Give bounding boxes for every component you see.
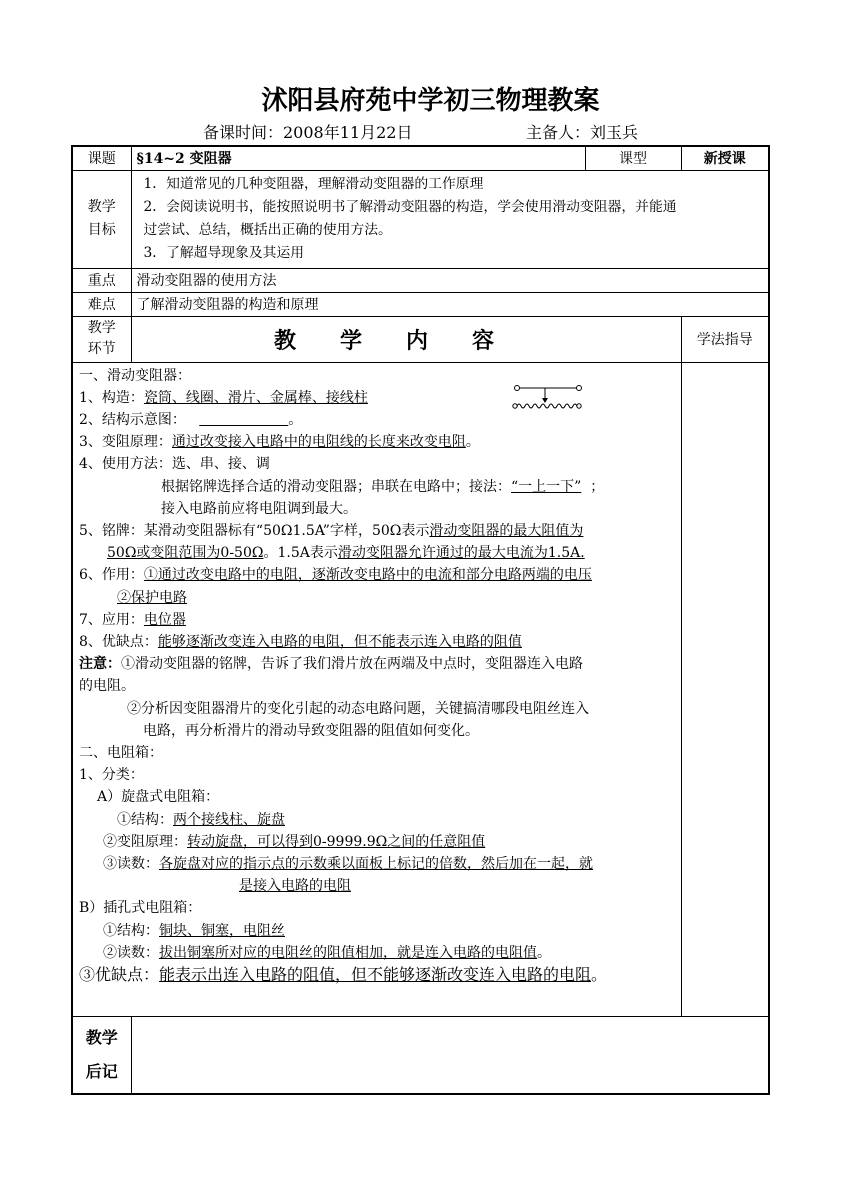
line-4c: 接入电路前应将电阻调到最大。: [161, 500, 357, 517]
prep-time: 备课时间：2008年11月22日: [203, 123, 413, 142]
goal-1: 1．知道常见的几种变阻器，理解滑动变阻器的工作原理: [143, 176, 484, 193]
ca3c: 是接入电路的电阻: [239, 878, 351, 895]
note-2b: 电路，再分析滑片的滑动导致变阻器的阻值如何变化。: [143, 722, 479, 739]
cat-line: 1、分类：: [79, 767, 144, 784]
ca2a: ②变阻原理：: [103, 833, 187, 850]
cb2c: 。: [537, 944, 551, 961]
ca3a: ③读数：: [103, 855, 159, 872]
section-2: 二、电阻箱：: [79, 744, 163, 761]
ca3b: 各旋盘对应的指示点的示数乘以面板上标记的倍数，然后加在一起，就: [159, 855, 593, 872]
content-label: 教学内容: [131, 316, 681, 362]
goals-cell: [131, 170, 769, 268]
guide-label: 学法指导: [681, 316, 769, 362]
topic-label: 课题: [72, 146, 131, 170]
n1b: ①滑动变阻器的铭牌，告诉了我们滑片放在两端及中点时，变阻器连入电路: [121, 656, 583, 673]
note-1b: 的电阻。: [79, 678, 135, 695]
diff-value: 了解滑动变阻器的构造和原理: [131, 292, 769, 316]
line-2: [79, 409, 675, 431]
l2c: 。: [288, 411, 303, 428]
l6a: 6、作用：: [79, 567, 144, 584]
type-b: B）插孔式电阻箱：: [79, 900, 202, 917]
goal-2b: 过尝试、总结，概括出正确的使用方法。: [143, 222, 392, 238]
l1a: 1、构造：: [79, 389, 144, 406]
line-5b: [79, 542, 675, 564]
l8b: 能够逐渐改变连入电路的电阻，但不能表示连入电路的阻值: [157, 633, 522, 650]
line-4: 4、使用方法：选、串、接、调: [79, 456, 270, 473]
type-b-3: [79, 964, 675, 986]
line-6b: [79, 587, 675, 609]
l3b: 通过改变接入电路中的电阻线的长度来改变电阻: [171, 434, 466, 451]
key-value: 滑动变阻器的使用方法: [131, 268, 769, 292]
cb3c: 。: [591, 964, 608, 984]
cb2a: ②读数：: [103, 944, 159, 961]
l2b: [199, 412, 288, 428]
l6b: ①通过改变电路中的电阻，逐渐改变电路中的电流和部分电路两端的电压: [143, 567, 592, 584]
postscript-label-1: 教学: [85, 1027, 118, 1047]
l6c: ②保护电路: [117, 589, 187, 606]
l2a: 2、结构示意图：: [79, 411, 186, 428]
cb1a: ①结构：: [103, 922, 159, 939]
line-8: [79, 631, 675, 653]
cb1b: 铜块、铜塞，电阻丝: [159, 922, 285, 939]
note-2: ②分析因变阻器滑片的变化引起的动态电路问题，关键搞清哪段电阻丝连入: [127, 700, 589, 717]
l5d: 。1.5A表示: [263, 545, 338, 562]
line-7: [79, 609, 675, 631]
type-a-3: [79, 853, 675, 875]
ca2b: 转动旋盘，可以得到0-9999.9Ω之间的任意阻值: [187, 833, 486, 850]
line-4b: [79, 476, 675, 498]
ca1b: 两个接线柱、旋盘: [173, 811, 285, 828]
preparer: 主备人：刘玉兵: [526, 123, 639, 142]
goal-label-text: 教学目标: [87, 199, 116, 238]
step-label: [72, 316, 131, 362]
l5e: 滑动变阻器允许通过的最大电流为1.5A.: [337, 545, 585, 562]
goal-label: [72, 170, 131, 268]
type-b-1: [79, 920, 675, 942]
line-5: [79, 520, 675, 542]
l3a: 3、变阻原理：: [79, 434, 172, 451]
l4b3: ；: [590, 478, 605, 495]
postscript-label: [72, 1016, 131, 1094]
page-title: 沭阳县府苑中学初三物理教案: [261, 86, 600, 116]
line-3: [79, 431, 675, 453]
l5c: 50Ω或变阻范围为0-50Ω: [107, 545, 264, 562]
l3c: 。: [465, 434, 480, 451]
note-1: [79, 653, 675, 675]
l8a: 8、优缺点：: [79, 633, 158, 650]
step-label-text: 教学环节: [87, 320, 116, 357]
cb3a: ③优缺点：: [79, 964, 160, 984]
type-value: 新授课: [681, 146, 769, 170]
key-label: 重点: [72, 268, 131, 292]
rheostat-symbol-icon: [505, 380, 585, 412]
type-a: A）旋盘式电阻箱：: [97, 789, 220, 806]
l4b1: 根据铭牌选择合适的滑动变阻器；串联在电路中；接法：: [161, 478, 511, 495]
cb3b: 能表示出连入电路的阻值，但不能够逐渐改变连入电路的电阻: [159, 964, 592, 984]
content-cell: [72, 362, 681, 1016]
l5b: 滑动变阻器的最大阻值为: [429, 522, 584, 539]
postscript-label-2: 后记: [85, 1061, 118, 1081]
line-6: [79, 564, 675, 586]
type-a-2: [79, 831, 675, 853]
l7a: 7、应用：: [79, 611, 144, 628]
n1a: 注意：: [79, 656, 121, 673]
l1b: 瓷筒、线圈、滑片、金属棒、接线柱: [143, 389, 368, 406]
postscript-cell: [131, 1016, 769, 1094]
line-1: [79, 387, 675, 409]
l5a: 5、铭牌：某滑动变阻器标有“50Ω1.5A”字样，50Ω表示: [79, 522, 430, 539]
diff-label: 难点: [72, 292, 131, 316]
type-a-3b: [79, 875, 675, 897]
section-1: 一、滑动变阻器：: [79, 367, 191, 384]
type-a-1: [79, 809, 675, 831]
goal-3: 3．了解超导现象及其运用: [143, 244, 305, 261]
l4b2: “一上一下”: [511, 478, 582, 495]
goal-2: 2．会阅读说明书，能按照说明书了解滑动变阻器的构造，学会使用滑动变阻器，并能通: [143, 199, 677, 216]
cb2b: 拔出铜塞所对应的电阻丝的阻值相加，就是连入电路的电阻值: [159, 944, 537, 961]
type-b-2: [79, 942, 675, 964]
topic-value: §14~2 变阻器: [131, 146, 585, 170]
guide-cell: [681, 362, 769, 1016]
lesson-plan-table: [71, 145, 770, 1095]
type-label: 课型: [585, 146, 681, 170]
ca1a: ①结构：: [117, 811, 173, 828]
l7b: 电位器: [143, 611, 186, 628]
